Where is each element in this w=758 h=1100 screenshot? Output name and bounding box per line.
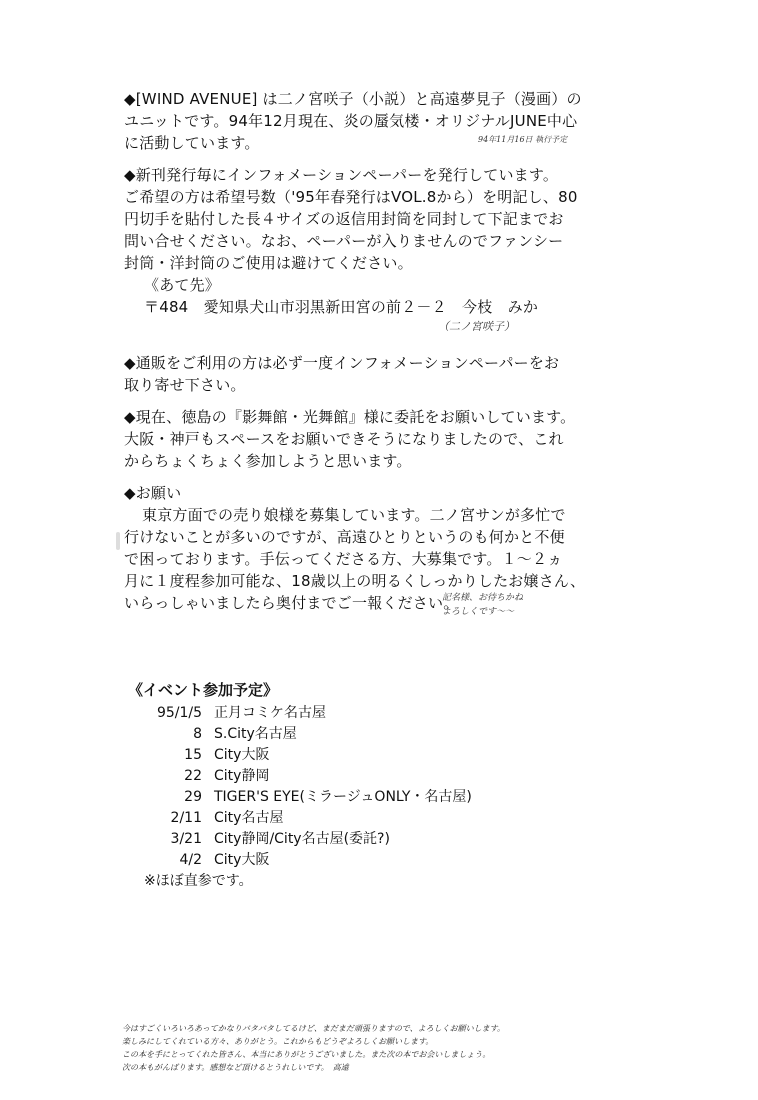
mailorder-line: 取り寄せ下さい。 — [124, 376, 246, 394]
ink-smudge — [116, 532, 120, 550]
consign-line: からちょくちょく参加しようと思います。 — [124, 452, 412, 470]
request-line: で困っております。手伝ってくださる方、大募集です。１～２ヵ — [124, 550, 563, 568]
afterword-line: 楽しみにしてくれている方々、ありがとう。これからもどうぞよろしくお願いします。 — [122, 1037, 434, 1046]
event-schedule — [128, 680, 472, 892]
intro-line: に活動しています。 — [124, 134, 260, 152]
mailorder-line: ◆通販をご利用の方は必ず一度インフォメーションペーパーをお — [124, 354, 560, 372]
event-note-text: ※ほぼ直参です。 — [144, 873, 253, 889]
event-row — [128, 787, 472, 808]
event-date: 22 — [184, 768, 202, 784]
event-date: 4/2 — [179, 852, 202, 868]
consign-paragraph — [124, 406, 576, 472]
event-row — [128, 850, 472, 871]
event-row — [128, 808, 472, 829]
address-line: 〒484 愛知県犬山市羽黒新田宮の前２－２ 今枝 みか — [144, 298, 539, 316]
event-place: S.City名古屋 — [214, 726, 297, 742]
event-date: 2/11 — [170, 810, 202, 826]
event-row — [128, 766, 472, 787]
request-handwritten-note-1: 記名様、お待ちかね — [442, 593, 524, 603]
event-date: 3/21 — [170, 831, 202, 847]
paper-line: ご希望の方は希望号数（'95年春発行はVOL.8から）を明記し、80 — [124, 188, 578, 206]
paper-line: 封筒・洋封筒のご使用は避けてください。 — [124, 254, 413, 272]
event-row — [128, 724, 472, 745]
event-place: City大阪 — [214, 747, 270, 763]
event-place: City静岡 — [214, 768, 270, 784]
afterword-line: 今はすごくいろいろあってかなりバタバタしてるけど、まだまだ頑張りますので、よろしくお願いします。 — [122, 1024, 506, 1033]
request-line: 月に１度程参加可能な、18歳以上の明るくしっかりしたお嬢さん、 — [124, 572, 586, 590]
address-handwritten-note: （二ノ宮咲子） — [438, 320, 515, 333]
request-handwritten-note-2: よろしくです〜〜 — [442, 607, 515, 617]
event-schedule-title: 《イベント参加予定》 — [128, 681, 279, 699]
event-note — [128, 871, 472, 892]
request-line: いらっしゃいましたら奥付までご一報ください。 — [124, 594, 459, 612]
event-date: 15 — [184, 747, 202, 763]
event-place: 正月コミケ名古屋 — [214, 705, 326, 721]
afterword-line: この本を手にとってくれた皆さん、本当にありがとうございました。また次の本でお会いしましょう。 — [122, 1050, 491, 1059]
consign-line: ◆現在、徳島の『影舞館・光舞館』様に委託をお願いしています。 — [124, 408, 576, 426]
event-place: City静岡/City名古屋(委託?) — [214, 831, 390, 847]
handwritten-afterword — [122, 1022, 622, 1074]
address-heading: 《あて先》 — [144, 276, 221, 294]
event-date: 8 — [193, 726, 202, 742]
event-row — [128, 829, 472, 850]
mailorder-paragraph — [124, 352, 560, 396]
intro-line: ◆[WIND AVENUE] は二ノ宮咲子（小説）と高遠夢見子（漫画）の — [124, 90, 582, 108]
intro-line: ユニットです。94年12月現在、炎の蜃気楼・オリジナルJUNE中心 — [124, 112, 578, 130]
event-date: 95/1/5 — [156, 705, 202, 721]
event-place: TIGER'S EYE(ミラージュONLY・名古屋) — [214, 789, 472, 805]
consign-line: 大阪・神戸もスペースをお願いできそうになりましたので、これ — [124, 430, 564, 448]
request-line: 行けないことが多いのですが、高遠ひとりというのも何かと不便 — [124, 528, 565, 546]
event-place: City名古屋 — [214, 810, 284, 826]
intro-handwritten-note: 94年11月16日 執行予定 — [478, 135, 568, 144]
paper-line: 問い合せください。なお、ペーパーが入りませんのでファンシー — [124, 232, 564, 250]
event-row — [128, 703, 472, 724]
event-place: City大阪 — [214, 852, 270, 868]
event-date: 29 — [184, 789, 202, 805]
paper-line: 円切手を貼付した長４サイズの返信用封筒を同封して下記までお — [124, 210, 564, 228]
paper-line: ◆新刊発行毎にインフォメーションペーパーを発行しています。 — [124, 166, 559, 184]
afterword-line: 次の本もがんばります。感想など頂けるとうれしいです。 高遠 — [122, 1063, 349, 1072]
request-line: 東京方面での売り娘様を募集しています。二ノ宮サンが多忙で — [142, 506, 566, 524]
request-heading: ◆お願い — [124, 484, 182, 502]
address-block — [144, 274, 574, 318]
event-row — [128, 745, 472, 766]
paper-paragraph — [124, 164, 578, 274]
